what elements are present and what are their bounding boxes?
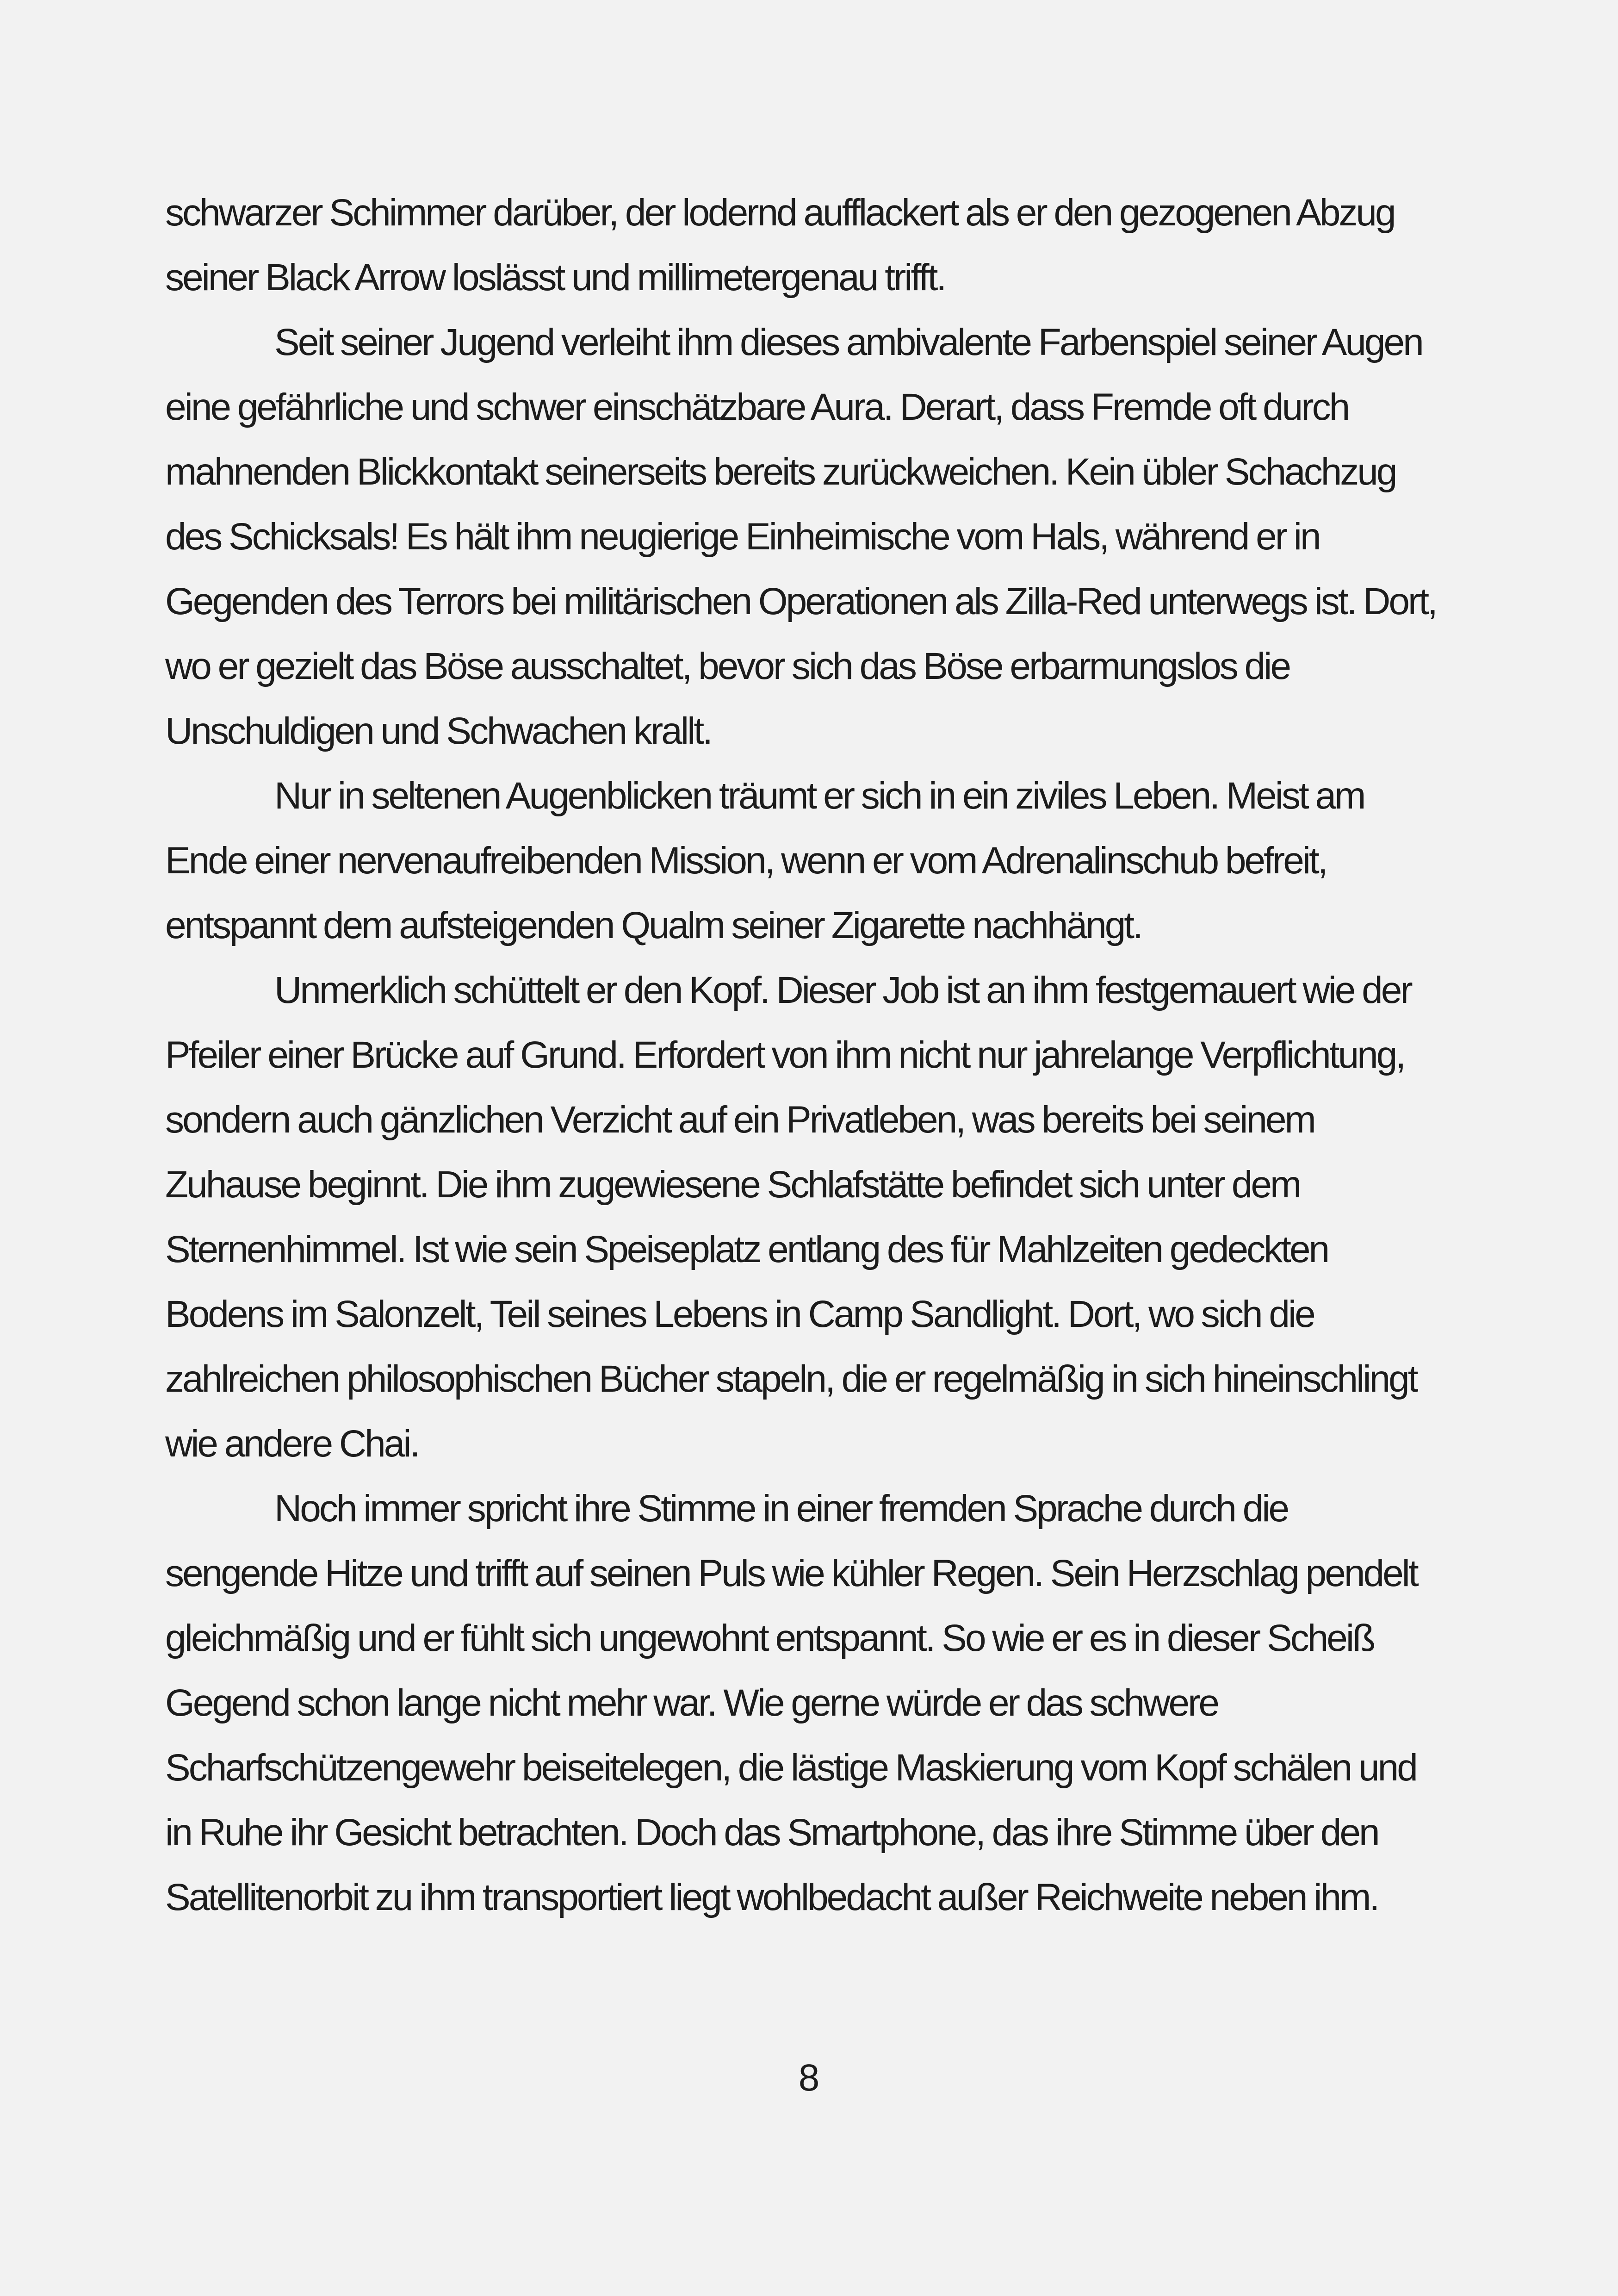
paragraph: Nur in seltenen Augenblicken träumt er sich in ein ziviles Leben. Meist am Ende einer nervenaufreibenden Mission, wenn er vom Adrenalinschub befreit, entspannt dem aufsteigenden Qualm seiner Zigarette nachhängt. [165,775,1364,946]
paragraph: Noch immer spricht ihre Stimme in einer fremden Sprache durch die sengende Hitze und trifft auf seinen Puls wie kühler Regen. Sein Herzschlag pendelt gleichmäßig und er fühlt sich ungewohnt entspannt. So wie er es in dieser Scheiß Gegend schon lange nicht mehr war. Wie gerne würde er das schwere Scharfschützengewehr beiseitelegen, die lästige Maskierung vom Kopf schälen und in Ruhe ihr Gesicht betrachten. Doch das Smartphone, das ihre Stimme über den Satellitenorbit zu ihm transportiert liegt wohlbedacht außer Reichweite neben ihm. [165,1487,1417,1918]
body-text [165,180,1442,1930]
paragraph: Unmerklich schüttelt er den Kopf. Dieser Job ist an ihm festgemauert wie der Pfeiler einer Brücke auf Grund. Erfordert von ihm nicht nur jahrelange Verpflichtung, sondern auch gänzlichen Verzicht auf ein Privatleben, was bereits bei seinem Zuhause beginnt. Die ihm zugewiesene Schlafstätte befindet sich unter dem Sternenhimmel. Ist wie sein Speiseplatz entlang des für Mahlzeiten gedeckten Bodens im Salonzelt, Teil seines Lebens in Camp Sandlight. Dort, wo sich die zahlreichen philosophischen Bücher stapeln, die er regelmäßig in sich hineinschlingt wie andere Chai. [165,969,1417,1465]
paragraph: Seit seiner Jugend verleiht ihm dieses ambivalente Farbenspiel seiner Augen eine gefährliche und schwer einschätzbare Aura. Derart, dass Fremde oft durch mahnenden Blickkontakt seinerseits bereits zurückweichen. Kein übler Schachzug des Schicksals! Es hält ihm neugierige Einheimische vom Hals, während er in Gegenden des Terrors bei militärischen Operationen als Zilla-Red unterwegs ist. Dort, wo er gezielt das Böse ausschaltet, bevor sich das Böse erbarmungslos die Unschuldigen und Schwachen krallt. [165,321,1436,752]
paragraph-continuation: schwarzer Schimmer darüber, der lodernd aufflackert als er den gezogenen Abzug seiner Black Arrow loslässt und millimetergenau trifft. [165,192,1395,299]
page-number: 8 [798,2057,820,2099]
